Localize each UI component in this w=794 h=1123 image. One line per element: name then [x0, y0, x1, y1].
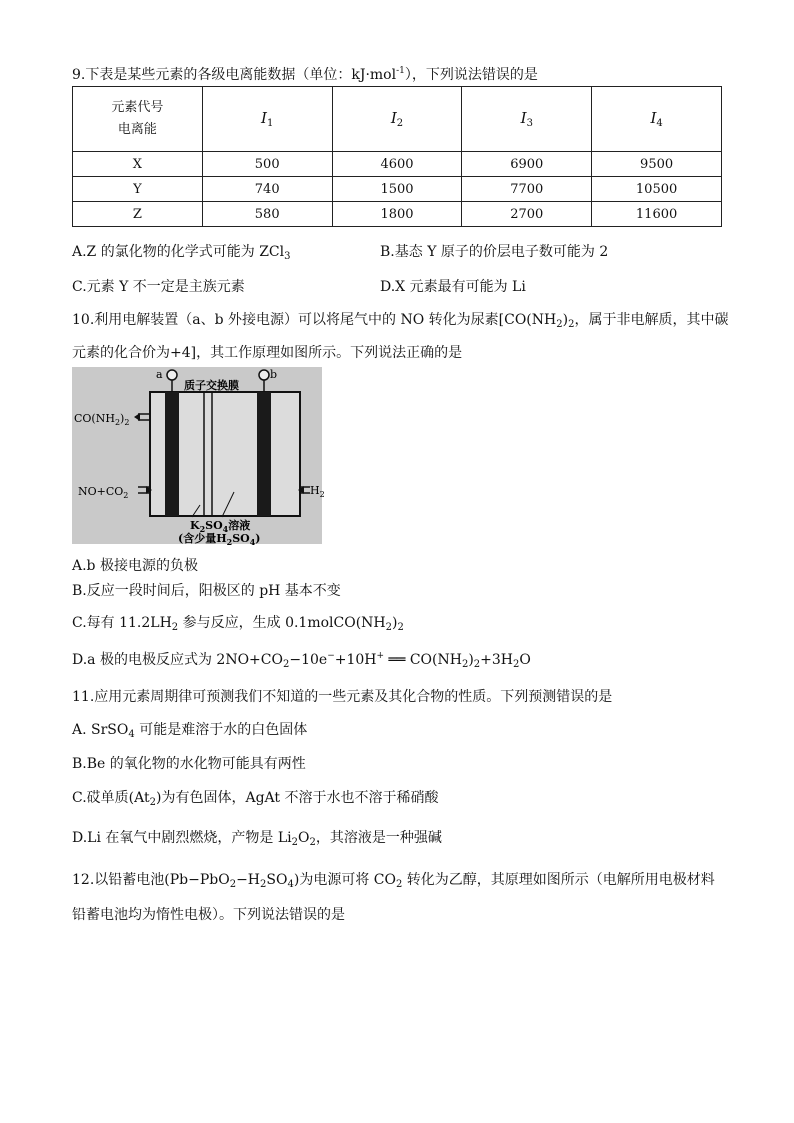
q11-option-a: A. SrSO$_4$ 可能是难溶于水的白色固体: [72, 722, 308, 740]
q10-stem-line1: 10.利用电解装置（a、b 外接电源）可以将尾气中的 NO 转化为尿素[$CO(NH_2)_2$，属于非电解质，其中碳: [72, 312, 729, 330]
q9-option-a: A.Z 的氯化物的化学式可能为 ZCl$_3$: [72, 244, 291, 262]
table-row: [73, 202, 722, 227]
electrode-b: [257, 392, 271, 516]
q11-option-c: C.砹单质$(At_2)$为有色固体，AgAt 不溶于水也不溶于稀硝酸: [72, 790, 439, 808]
table-cell: 580: [202, 202, 332, 227]
q12-stem-line2: 铅蓄电池均为惰性电极）。下列说法错误的是: [72, 907, 345, 923]
table-corner-cell: [73, 87, 203, 152]
label-b: b: [270, 368, 278, 381]
table-cell: 6900: [462, 152, 592, 177]
membrane-label: 质子交换膜: [184, 379, 239, 392]
q11-option-b: B.Be 的氧化物的水化物可能具有两性: [72, 756, 306, 772]
table-cell: 9500: [592, 152, 722, 177]
solution-label-line2: (含少量$H_2SO_4$): [178, 532, 261, 547]
electrode-a: [165, 392, 179, 516]
header-ionization-energy: 电离能: [117, 122, 157, 137]
table-cell: 500: [202, 152, 332, 177]
header-element-code: 元素代号: [111, 100, 164, 115]
table-cell: 2700: [462, 202, 592, 227]
q9-stem-tail: ），下列说法错误的是: [404, 67, 538, 83]
table-cell: 7700: [462, 177, 592, 202]
inlet-bottom-label: $NO+CO_2$: [78, 485, 129, 500]
q9-stem: [72, 64, 538, 84]
outlet-right-label: $H_2$: [310, 484, 325, 499]
table-cell: 4600: [332, 152, 462, 177]
inlet-top-label: $CO(NH_2)_2$: [74, 412, 130, 427]
q10-option-c: C.每有 $11.2LH_2$ 参与反应，生成 $0.1molCO(NH_2)_2$: [72, 615, 404, 633]
q9-option-b: B.基态 Y 原子的价层电子数可能为 2: [380, 244, 609, 260]
table-row: [73, 152, 722, 177]
q10-stem-line2: 元素的化合价为+4]，其工作原理如图所示。下列说法正确的是: [72, 345, 463, 361]
q9-stem-sup: -1: [396, 66, 405, 76]
q10-option-a: A.b 极接电源的负极: [72, 558, 198, 574]
ionization-energy-table: [72, 86, 722, 227]
electrolysis-diagram-svg: [72, 367, 325, 547]
q9-option-c: C.元素 Y 不一定是主族元素: [72, 279, 245, 295]
table-cell: 10500: [592, 177, 722, 202]
row-label: Z: [73, 202, 203, 227]
q11-option-d: D.Li 在氧气中剧烈燃烧，产物是 $Li_2O_2$，其溶液是一种强碱: [72, 830, 442, 848]
q12-stem-line1: 12.以铅蓄电池$(Pb-PbO_2-H_2SO_4)$为电源可将 $CO_2$ 转化为乙醇，其原理如图所示（电解所用电极材料: [72, 872, 715, 890]
q9-option-d: D.X 元素最有可能为 Li: [380, 279, 526, 295]
q10-option-b: B.反应一段时间后，阳极区的 pH 基本不变: [72, 583, 341, 599]
header-i1: $I_1$: [202, 87, 332, 152]
header-i4: $I_4$: [592, 87, 722, 152]
solution-label-line1: $K_2SO_4$溶液: [190, 519, 251, 534]
terminal-b: [259, 370, 269, 380]
q11-stem: 11.应用元素周期律可预测我们不知道的一些元素及其化合物的性质。下列预测错误的是: [72, 689, 613, 705]
table-cell: 740: [202, 177, 332, 202]
q10-option-d: D.a 极的电极反应式为 $2NO+CO_2-10e^-+10H^+$ ══ $CO(NH_2)_2+3H_2O$: [72, 651, 531, 670]
electrolysis-diagram: [72, 367, 325, 547]
label-a: a: [156, 368, 163, 381]
table-cell: 11600: [592, 202, 722, 227]
q9-stem-text: 9.下表是某些元素的各级电离能数据（单位：kJ·mol: [72, 67, 397, 83]
table-cell: 1500: [332, 177, 462, 202]
terminal-a: [167, 370, 177, 380]
row-label: Y: [73, 177, 203, 202]
header-i3: $I_3$: [462, 87, 592, 152]
table-header-row: [73, 87, 722, 152]
row-label: X: [73, 152, 203, 177]
table-cell: 1800: [332, 202, 462, 227]
table-row: [73, 177, 722, 202]
header-i2: $I_2$: [332, 87, 462, 152]
